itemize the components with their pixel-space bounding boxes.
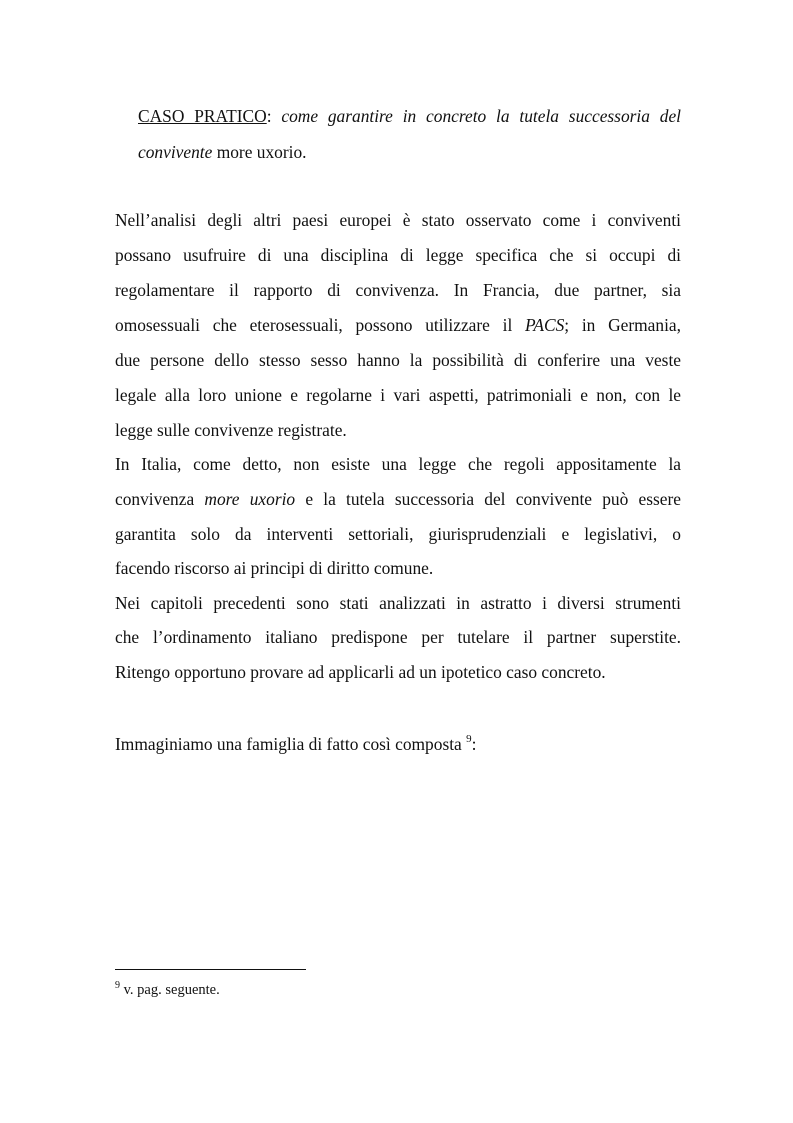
p1-line5: due persone dello stesso sesso hanno la possibilità di conferire una veste	[115, 350, 681, 370]
footnote-text: v. pag. seguente.	[120, 982, 220, 998]
footnote-reference[interactable]: 9	[466, 733, 472, 745]
p1-line4	[115, 315, 681, 335]
case-heading-line1	[138, 106, 681, 126]
p2-line2-before: convivenza	[115, 489, 205, 509]
p1-line1: Nell’analisi degli altri paesi europei è stato osservato come i conviventi	[115, 210, 681, 230]
footnote	[115, 981, 220, 1001]
p1-line2: possano usufruire di una disciplina di legge specifica che si occupi di	[115, 245, 681, 265]
p2-line4: facendo riscorso ai principi di diritto comune.	[115, 558, 434, 578]
case-colon: :	[266, 106, 282, 126]
case-heading-line2	[138, 142, 681, 162]
p4-end: :	[471, 734, 477, 754]
footnote-separator	[115, 969, 306, 970]
more-uxorio-term: more uxorio	[204, 489, 296, 509]
case-title-part2: convivente	[138, 142, 213, 162]
p4-text: Immaginiamo una famiglia di fatto così composta	[115, 734, 467, 754]
p1-line4-before: omosessuali che eterosessuali, possono utilizzare il	[115, 315, 525, 335]
p1-line4-after: ; in Germania,	[564, 315, 681, 335]
p1-line3: regolamentare il rapporto di convivenza. In Francia, due partner, sia	[115, 280, 681, 300]
p2-line1: In Italia, come detto, non esiste una legge che regoli appositamente la	[115, 454, 681, 474]
p2-line2	[115, 489, 681, 509]
p3-line2: che l’ordinamento italiano predispone per tutelare il partner superstite.	[115, 627, 681, 647]
p1-line7: legge sulle convivenze registrate.	[115, 420, 347, 440]
case-title-tail: more uxorio.	[212, 142, 307, 162]
pacs-term: PACS	[524, 315, 565, 335]
footnote-number: 9	[115, 980, 120, 991]
p2-line3: garantita solo da interventi settoriali, giurisprudenziali e legislativi, o	[115, 524, 681, 544]
case-title-part1: come garantire in concreto la tutela successoria del	[281, 106, 682, 126]
p2-line2-after: e la tutela successoria del convivente può essere	[295, 489, 682, 509]
p3-line1: Nei capitoli precedenti sono stati analizzati in astratto i diversi strumenti	[115, 593, 681, 613]
p1-line6: legale alla loro unione e regolarne i vari aspetti, patrimoniali e non, con le	[115, 385, 681, 405]
p3-line3: Ritengo opportuno provare ad applicarli ad un ipotetico caso concreto.	[115, 662, 606, 682]
p4-line1	[115, 734, 681, 757]
case-label: CASO PRATICO	[138, 106, 267, 126]
